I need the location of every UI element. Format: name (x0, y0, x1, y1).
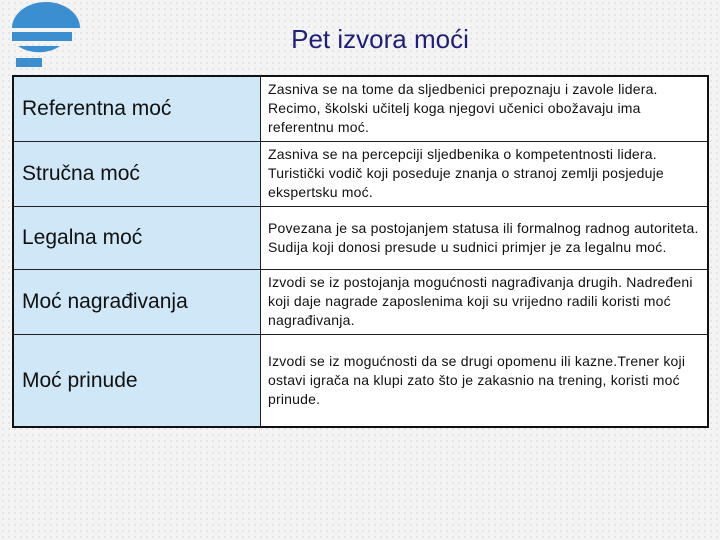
table-row (13, 76, 708, 142)
term-cell: Legalna moć (13, 207, 261, 270)
term-cell: Moć prinude (13, 335, 261, 428)
power-sources-table (12, 75, 709, 428)
term-cell: Referentna moć (13, 76, 261, 142)
table-row (13, 335, 708, 428)
term-cell: Moć nagrađivanja (13, 270, 261, 335)
table-row (13, 142, 708, 207)
description-cell: Povezana je sa postojanjem statusa ili formalnog radnog autoriteta. Sudija koji donosi presude u sudnici primjer je za legalnu moć. (261, 207, 709, 270)
description-cell: Zasniva se na tome da sljedbenici prepoznaju i zavole lidera. Recimo, školski učitelj koga njegovi učenici obožavaju ima referentnu moć. (261, 76, 709, 142)
term-cell: Stručna moć (13, 142, 261, 207)
description-cell: Izvodi se iz postojanja mogućnosti nagrađivanja drugih. Nadređeni koji daje nagrade zaposlenima koji su vrijedno radili koristi moć nagrađivanja. (261, 270, 709, 335)
description-cell: Izvodi se iz mogućnosti da se drugi opomenu ili kazne.Trener koji ostavi igrača na klupi zato što je zakasnio na trening, koristi moć prinude. (261, 335, 709, 428)
table-row (13, 207, 708, 270)
table-row (13, 270, 708, 335)
page-title: Pet izvora moći (291, 24, 469, 54)
description-cell: Zasniva se na percepciji sljedbenika o kompetentnosti lidera. Turistički vodič koji poseduje znanja o stranoj zemlji posjeduje ekspertsku moć. (261, 142, 709, 207)
